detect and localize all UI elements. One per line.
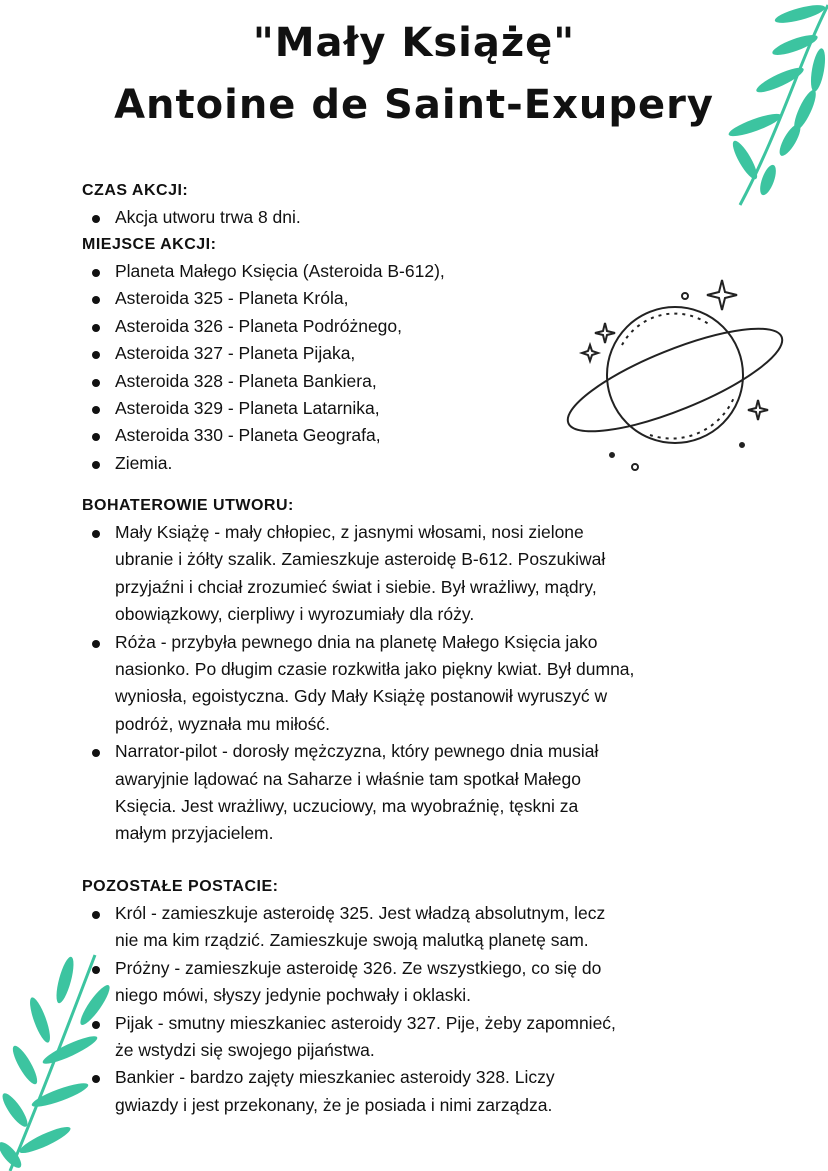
list-item	[82, 204, 301, 231]
list-item-line: Mały Książę - mały chłopiec, z jasnymi włosami, nosi zielone	[115, 522, 584, 542]
list-item	[82, 1064, 616, 1119]
list-item-line: Asteroida 327 - Planeta Pijaka,	[115, 343, 356, 364]
section-pozostale-postacie	[82, 873, 616, 1119]
list-item-line: Asteroida 328 - Planeta Bankiera,	[115, 370, 377, 391]
list-item	[82, 313, 445, 340]
leaf-branch-bottom-left-icon	[0, 950, 110, 1171]
list-item	[82, 1010, 616, 1065]
list-item	[82, 900, 616, 955]
planet-illustration	[560, 275, 800, 475]
list-item	[82, 450, 445, 477]
list-item-line: Pijak - smutny mieszkaniec asteroidy 327. Pije, żeby zapomnieć,	[115, 1012, 616, 1033]
list-item-line: gwiazdy i jest przekonany, że je posiada i nimi zarządza.	[115, 1094, 553, 1115]
list-item	[82, 519, 634, 629]
title-line-1: "Mały Książę"	[252, 20, 576, 66]
leaf-branch-top-right-icon	[700, 0, 828, 210]
list-item	[82, 285, 445, 312]
section-bohaterowie	[82, 492, 634, 848]
list-item-line: nasionko. Po długim czasie rozkwitła jako piękny kwiat. Był dumna,	[115, 659, 635, 680]
list-item-line: nie ma kim rządzić. Zamieszkuje swoją malutką planetę sam.	[115, 930, 589, 951]
list-item-line: że wstydzi się swojego pijaństwa.	[115, 1040, 375, 1061]
list-item-line: Akcja utworu trwa 8 dni.	[115, 207, 301, 227]
list-item-line: Planeta Małego Księcia (Asteroida B-612),	[115, 261, 445, 281]
section-miejsce-akcji	[82, 231, 445, 477]
list-item-line: Próżny - zamieszkuje asteroidę 326. Ze wszystkiego, co się do	[115, 957, 602, 978]
section-heading: CZAS AKCJI:	[82, 182, 189, 199]
list-item-line: awaryjnie lądować na Saharze i właśnie tam spotkał Małego	[115, 768, 581, 789]
list-item-line: Ziemia.	[115, 452, 173, 473]
list-item	[82, 955, 616, 1010]
list-item-line: ubranie i żółty szalik. Zamieszkuje asteroidę B-612. Poszukiwał	[115, 549, 606, 570]
list-item	[82, 258, 445, 285]
list-item-line: niego mówi, słyszy jedynie pochwały i oklaski.	[115, 985, 471, 1006]
list-item-line: podróż, wyznała mu miłość.	[115, 713, 330, 734]
list-item-line: Asteroida 330 - Planeta Geografa,	[115, 425, 381, 446]
list-item-line: Bankier - bardzo zajęty mieszkaniec asteroidy 328. Liczy	[115, 1067, 555, 1088]
list-item-line: Księcia. Jest wrażliwy, uczuciowy, ma wyobraźnię, tęskni za	[115, 796, 579, 817]
list-item-line: Narrator-pilot - dorosły mężczyzna, który pewnego dnia musiał	[115, 741, 599, 762]
list-item-line: Asteroida 329 - Planeta Latarnika,	[115, 398, 380, 419]
title-line-2: Antoine de Saint-Exupery	[114, 82, 714, 128]
list-item-line: Asteroida 326 - Planeta Podróżnego,	[115, 315, 402, 336]
list-item	[82, 422, 445, 449]
list-item-line: małym przyjacielem.	[115, 823, 274, 844]
list-item-line: przyjaźni i chciał zrozumieć świat i siebie. Był wrażliwy, mądry,	[115, 576, 597, 597]
section-czas-akcji	[82, 177, 301, 231]
list-item-line: Róża - przybyła pewnego dnia na planetę Małego Księcia jako	[115, 631, 598, 652]
list-item	[82, 629, 634, 739]
list-item-line: obowiązkowy, cierpliwy i wyrozumiały dla róży.	[115, 604, 475, 625]
list-item-line: wyniosła, egoistyczna. Gdy Mały Książę postanowił wyruszyć w	[115, 686, 608, 707]
list-item	[82, 368, 445, 395]
list-item-line: Król - zamieszkuje asteroidę 325. Jest władzą absolutnym, lecz	[115, 903, 606, 923]
list-item	[82, 340, 445, 367]
section-heading: BOHATEROWIE UTWORU:	[82, 497, 294, 514]
list-item-line: Asteroida 325 - Planeta Króla,	[115, 288, 349, 309]
section-heading: MIEJSCE AKCJI:	[82, 236, 217, 253]
section-heading: POZOSTAŁE POSTACIE:	[82, 878, 279, 895]
list-item	[82, 738, 634, 848]
list-item	[82, 395, 445, 422]
